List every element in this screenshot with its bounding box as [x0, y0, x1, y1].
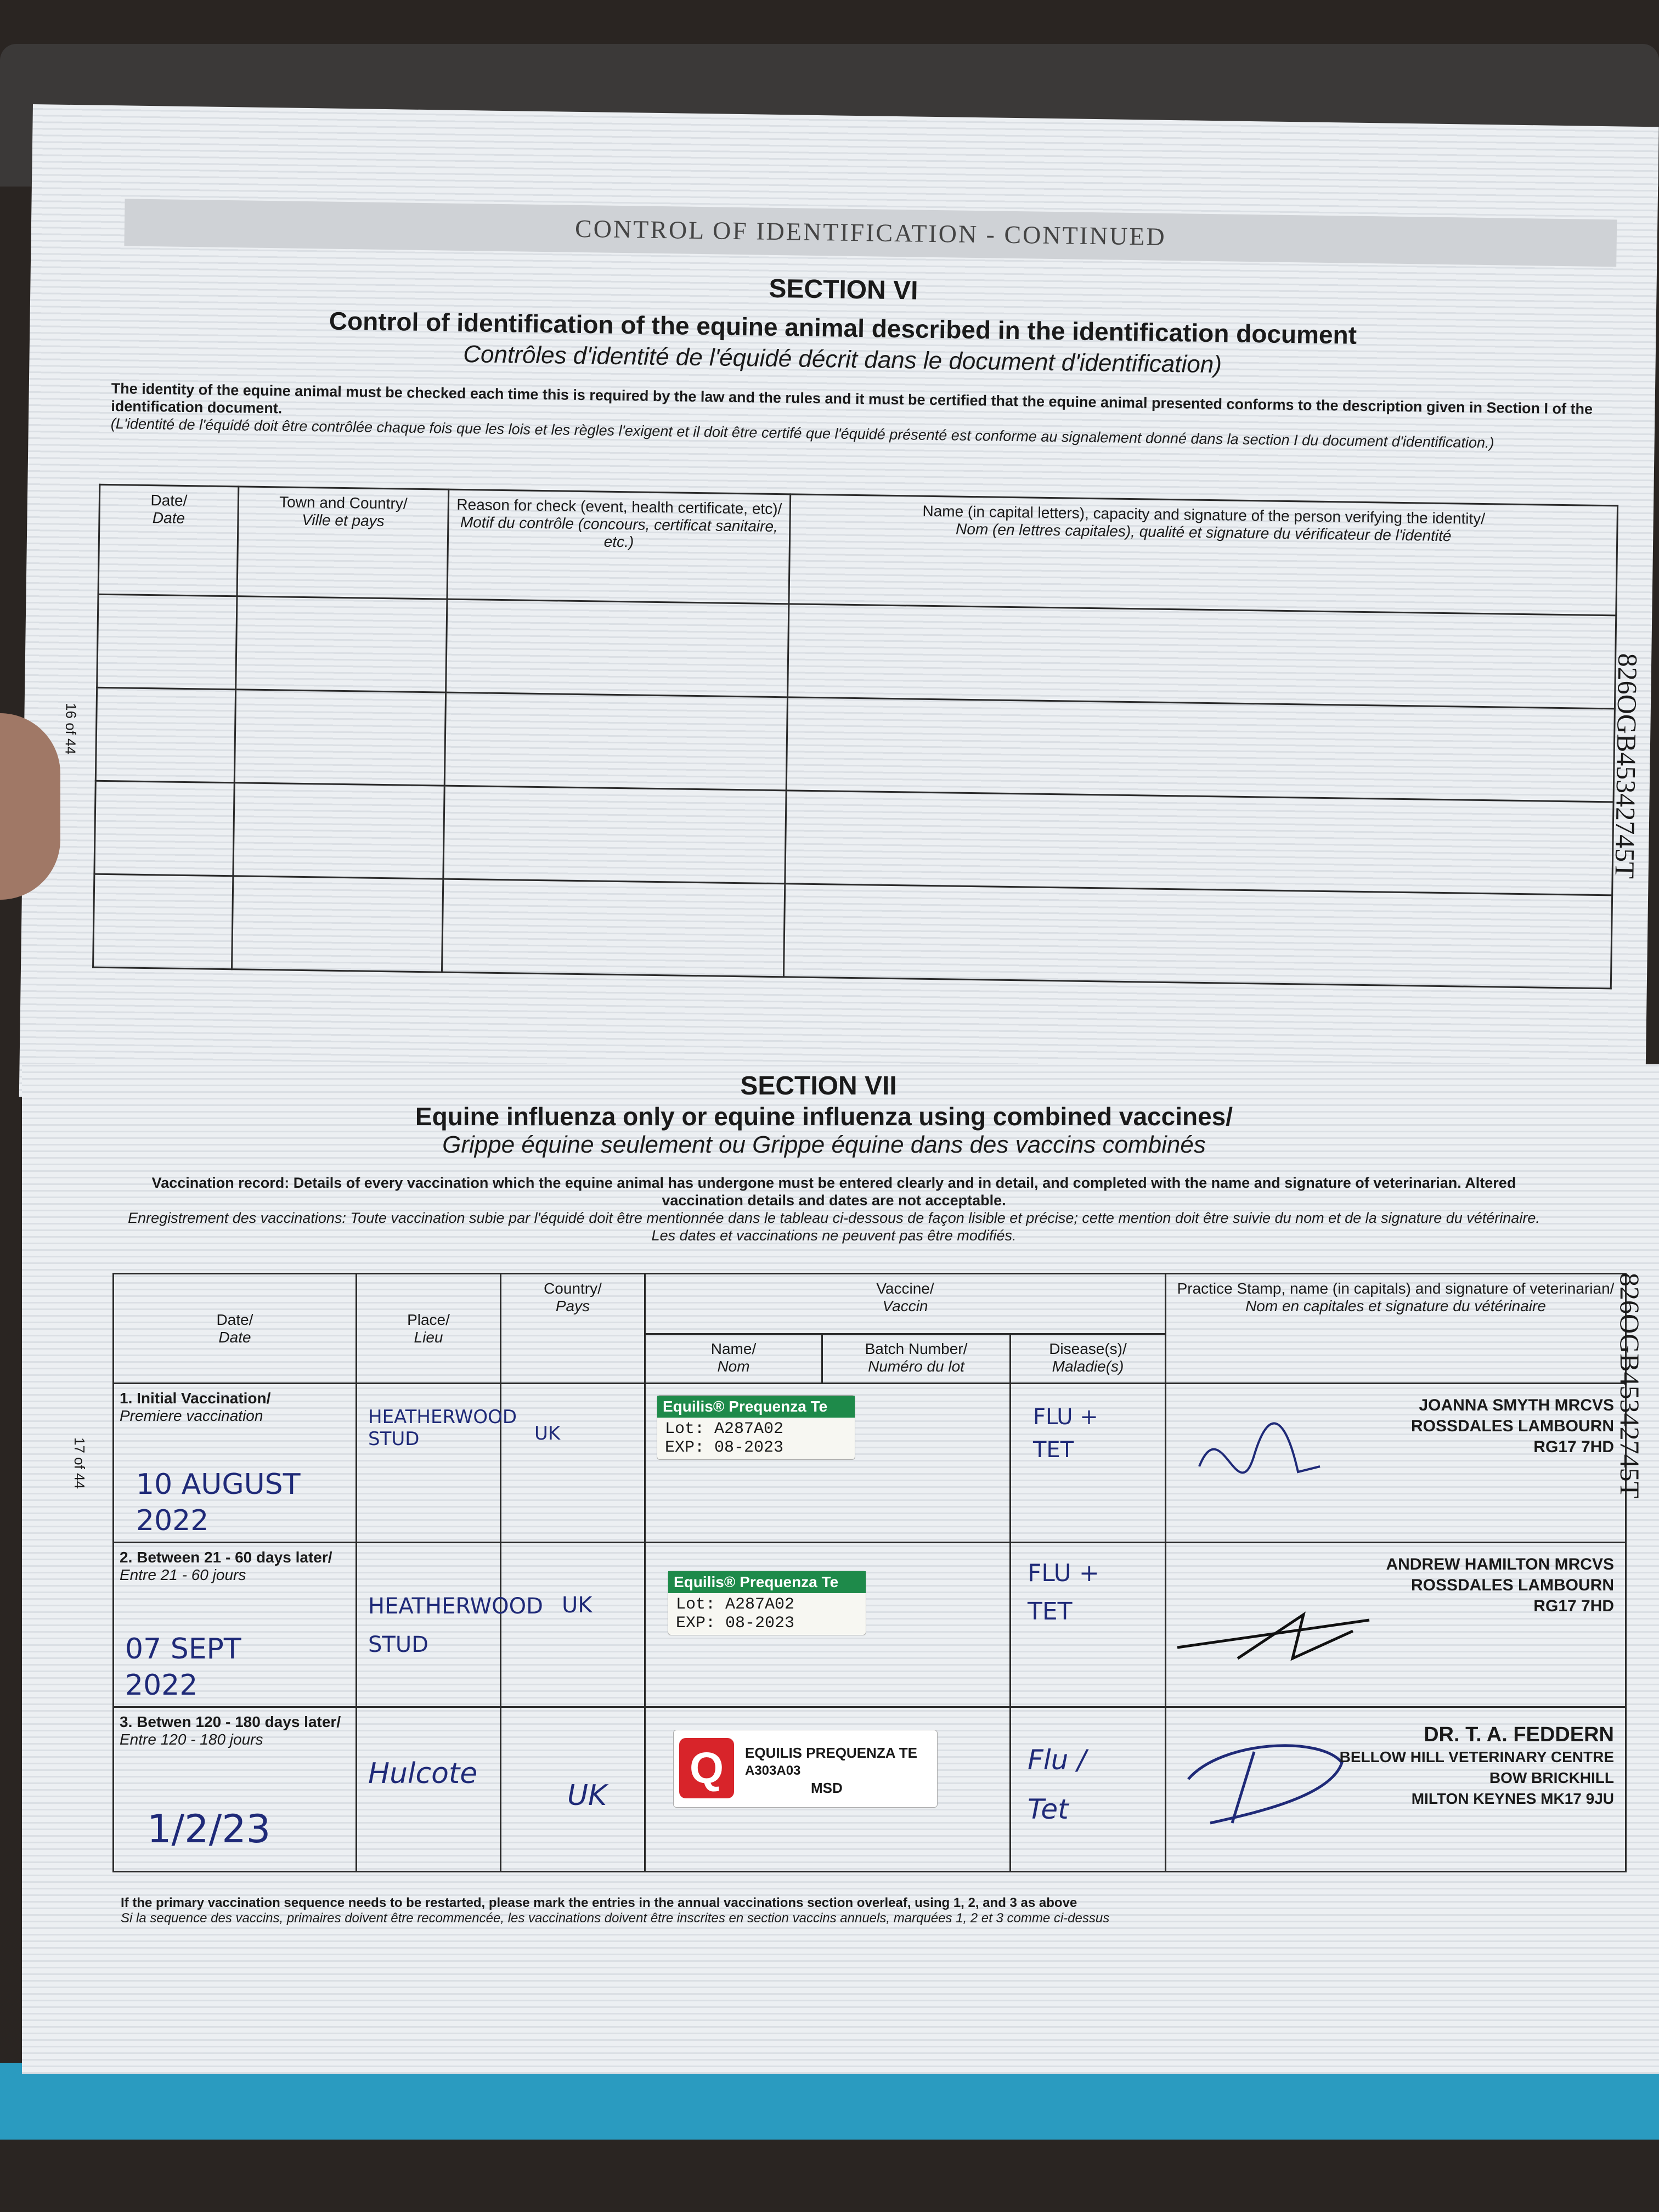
row2-stamp: ANDREW HAMILTON MRCVS ROSSDALES LAMBOURN RG17 7HD [1386, 1555, 1614, 1615]
row3-stamp: DR. T. A. FEDDERN BELLOW HILL VETERINARY CENTRE BOW BRICKHILL MILTON KEYNES MK17 9JU [1339, 1723, 1614, 1807]
row1-signature [1188, 1401, 1331, 1510]
row1-vaccine-sticker: Equilis® Prequenza Te Lot: A287A02 EXP: 08-2023 [657, 1395, 855, 1460]
row3-date-handwritten: 1/2/23 [147, 1807, 271, 1852]
row2-signature [1172, 1598, 1380, 1680]
table-row [114, 1543, 1626, 1707]
vaccination-table [112, 1273, 1627, 1872]
section-vii-title-fr: Grippe équine seulement ou Grippe équine dans des vaccins combinés [442, 1131, 1206, 1158]
col-batch: Batch Number/ Numéro du lot [822, 1334, 1011, 1384]
col-country: Country/ Pays [501, 1274, 645, 1384]
row2-vaccine-sticker: Equilis® Prequenza Te Lot: A287A02 EXP: 08-2023 [668, 1571, 866, 1635]
row2-disease: FLU + TET [1028, 1559, 1099, 1626]
col-date: Date/ Date [98, 484, 239, 596]
col-date: Date/ Date [114, 1274, 357, 1384]
section-vi-title-en: Control of identification of the equine animal described in the identification document [329, 306, 1357, 349]
section-vii-instructions [121, 1174, 1547, 1244]
row2-date-handwritten: 07 SEPT 2022 [125, 1633, 241, 1702]
row3-disease: Flu / Tet [1028, 1744, 1087, 1825]
row3-place: Hulcote [368, 1757, 478, 1790]
row2-place: HEATHERWOOD STUD [368, 1594, 543, 1657]
passport-id: 826OGB45342745T [1609, 653, 1644, 879]
row1-disease: FLU + TET [1033, 1404, 1098, 1463]
row3-signature [1177, 1730, 1353, 1829]
col-town-country: Town and Country/ Ville et pays [237, 487, 449, 599]
row3-date-cell: 3. Betwen 120 - 180 days later/ Entre 120 - 180 jours 1/2/23 [114, 1707, 357, 1872]
col-name: Name/ Nom [645, 1334, 822, 1384]
page-number: 16 of 44 [62, 702, 80, 755]
page-17 [22, 1064, 1659, 2074]
col-place: Place/ Lieu [357, 1274, 501, 1384]
table-row [114, 1707, 1626, 1872]
col-verifier: Name (in capital letters), capacity and signature of the person verifying the identity/ Nom (en lettres capitales), qualité et signature du vérificateur de l'identité [789, 494, 1618, 616]
page-number: 17 of 44 [71, 1437, 88, 1489]
q-logo-icon: Q [679, 1738, 734, 1798]
identity-check-table [92, 484, 1618, 990]
row1-date-handwritten: 10 AUGUST 2022 [136, 1468, 301, 1537]
msd-logo: MSD [811, 1780, 843, 1796]
row3-vaccine-sticker: Q EQUILIS PREQUENZA TE A303A03 MSD [673, 1730, 938, 1808]
section-vi-instructions [111, 380, 1604, 453]
table-row [114, 1384, 1626, 1543]
row3-country: UK [567, 1779, 607, 1812]
passport-id: 826OGB45342745T [1615, 1273, 1645, 1499]
section-vi-title-fr: Contrôles d'identité de l'équidé décrit dans le document d'identification) [463, 340, 1222, 379]
col-stamp: Practice Stamp, name (in capitals) and signature of veterinarian/ Nom en capitales et signature du vétérinaire [1166, 1274, 1626, 1384]
row2-date-cell: 2. Between 21 - 60 days later/ Entre 21 - 60 jours 07 SEPT 2022 [114, 1543, 357, 1707]
col-reason: Reason for check (event, health certificate, etc)/ Motif du contrôle (concours, certificat sanitaire, etc.) [447, 489, 791, 604]
row1-date-cell: 1. Initial Vaccination/ Premiere vaccination 10 AUGUST 2022 [114, 1384, 357, 1543]
instructions-en: The identity of the equine animal must be checked each time this is required by the law and the rules and it must be certified that the equine animal presented conforms to the description given in Section I of the identification document. [111, 380, 1593, 417]
band-title: CONTROL OF IDENTIFICATION - CONTINUED [124, 199, 1617, 267]
row1-country: UK [534, 1423, 561, 1444]
col-vaccine: Vaccine/ Vaccin [645, 1274, 1166, 1334]
section-vi-heading: SECTION VI [769, 274, 918, 306]
section-vii-title-en: Equine influenza only or equine influenza using combined vaccines/ [415, 1102, 1233, 1131]
row1-stamp: JOANNA SMYTH MRCVS ROSSDALES LAMBOURN RG17 7HD [1410, 1396, 1614, 1456]
row1-place: HEATHERWOOD STUD [368, 1406, 517, 1450]
footnote: If the primary vaccination sequence needs to be restarted, please mark the entries in the annual vaccinations section overleaf, using 1, 2, and 3 as above Si la sequence des vaccins, primaires doivent être recommencée, les vaccinations doivent être inscrites en section vaccins annuels, marquées 1, 2 et 3 comme ci-dessus [121, 1895, 1110, 1926]
instructions-fr: (L'identité de l'équidé doit être contrôlée chaque fois que les lois et les règles l'exigent et il doit être certifé que l'équidé présenté est conforme au signalement donné dans la section I du document d'identification.) [110, 415, 1494, 452]
col-disease: Disease(s)/ Maladie(s) [1011, 1334, 1166, 1384]
page-16 [19, 104, 1659, 1120]
row2-country: UK [562, 1593, 592, 1618]
passport-cover-bottom [0, 2063, 1659, 2140]
instructions-en: Vaccination record: Details of every vaccination which the equine animal has undergone must be entered clearly and in detail, and completed with the name and signature of veterinarian. Altered vaccination details and dates are not acceptable. [151, 1175, 1516, 1209]
section-vii-heading: SECTION VII [740, 1071, 897, 1101]
instructions-fr: Enregistrement des vaccinations: Toute vaccination subie par l'équidé doit être mentionnée dans le tableau ci-dessous de façon lisible et précise; cette mention doit être suivie du nom et de la signature du vétérinaire. Les dates et vaccinations ne peuvent pas être modifiés. [128, 1210, 1540, 1244]
